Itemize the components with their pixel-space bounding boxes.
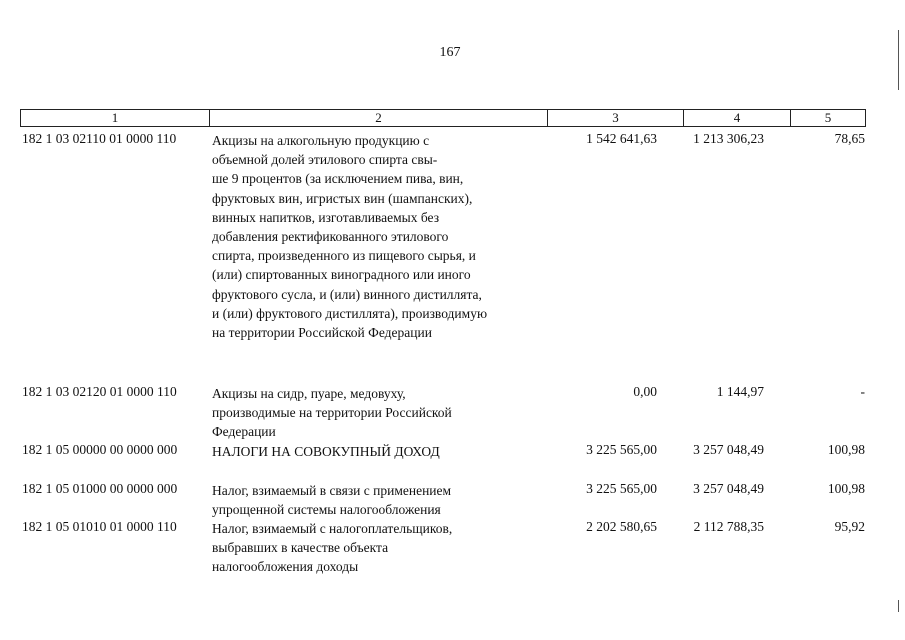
row-value-col5: 78,65 [834, 131, 865, 146]
column-header-2: 2 [210, 110, 548, 126]
row-value-col3: 0,00 [633, 384, 657, 399]
row-name-line: упрощенной системы налогообложения [212, 502, 441, 518]
column-header-5: 5 [824, 110, 832, 125]
row-name-line: фруктового сусла, и (или) винного дистиллята, [212, 286, 482, 302]
row-name-line: и (или) фруктового дистиллята), производимую [212, 305, 488, 321]
row-name-line: (или) спиртованных виноградного или иного [212, 267, 471, 283]
column-header-1: 1 [21, 110, 210, 126]
row-name-line: добавления ректификованного этилового [212, 229, 449, 245]
row-name-line: Налог, взимаемый с налогоплательщиков, [212, 521, 453, 536]
row-value-col4: 1 144,97 [716, 384, 764, 399]
row-code: 182 1 03 02110 01 0000 110 [22, 131, 177, 146]
row-code: 182 1 05 01010 01 0000 110 [22, 519, 177, 534]
row-name-line: Акцизы на алкогольную продукцию с [212, 133, 430, 148]
row-name [212, 519, 532, 577]
table-header [20, 109, 866, 127]
row-name [212, 481, 532, 519]
row-name-line: производимые на территории Российской [212, 405, 452, 421]
row-value-col3: 2 202 580,65 [586, 519, 657, 534]
row-value-col4: 3 257 048,49 [693, 481, 764, 496]
row-value-col3: 1 542 641,63 [586, 131, 657, 146]
row-name-line: Налог, взимаемый в связи с применением [212, 483, 452, 498]
row-code: 182 1 03 02120 01 0000 110 [22, 384, 177, 399]
row-name-line: НАЛОГИ НА СОВОКУПНЫЙ ДОХОД [212, 444, 440, 459]
scan-edge-mark [898, 600, 899, 612]
column-header-4: 4 [684, 110, 791, 126]
row-value-col5: 100,98 [827, 481, 865, 496]
row-name-line: объемной долей этилового спирта свы- [212, 152, 438, 168]
row-value-col3: 3 225 565,00 [586, 481, 657, 496]
row-value-col4: 1 213 306,23 [693, 131, 764, 146]
row-value-col4: 2 112 788,35 [693, 519, 764, 534]
row-name-line: Акцизы на сидр, пуаре, медовуху, [212, 386, 406, 401]
row-value-col5: - [860, 384, 865, 399]
row-name-line: винных напитков, изготавливаемых без [212, 209, 440, 225]
row-name [212, 384, 532, 442]
row-name-line: выбравших в качестве объекта [212, 540, 389, 556]
row-name-line: налогообложения доходы [212, 559, 359, 575]
row-name-line: на территории Российской Федерации [212, 325, 432, 341]
row-name [212, 131, 532, 342]
page-number: 167 [439, 45, 461, 60]
row-value-col4: 3 257 048,49 [693, 442, 764, 457]
row-code: 182 1 05 01000 00 0000 000 [22, 481, 178, 496]
row-name-line: ше 9 процентов (за исключением пива, вин, [212, 171, 464, 187]
row-name-line: спирта, произведенного из пищевого сырья, и [212, 248, 476, 264]
scan-edge-mark [898, 30, 899, 90]
row-name-line: Федерации [212, 424, 276, 440]
row-value-col5: 95,92 [834, 519, 865, 534]
column-header-3: 3 [548, 110, 684, 126]
row-value-col3: 3 225 565,00 [586, 442, 657, 457]
row-value-col5: 100,98 [827, 442, 865, 457]
row-name [212, 442, 532, 461]
row-name-line: фруктовых вин, игристых вин (шампанских), [212, 190, 473, 206]
row-code: 182 1 05 00000 00 0000 000 [22, 442, 178, 457]
